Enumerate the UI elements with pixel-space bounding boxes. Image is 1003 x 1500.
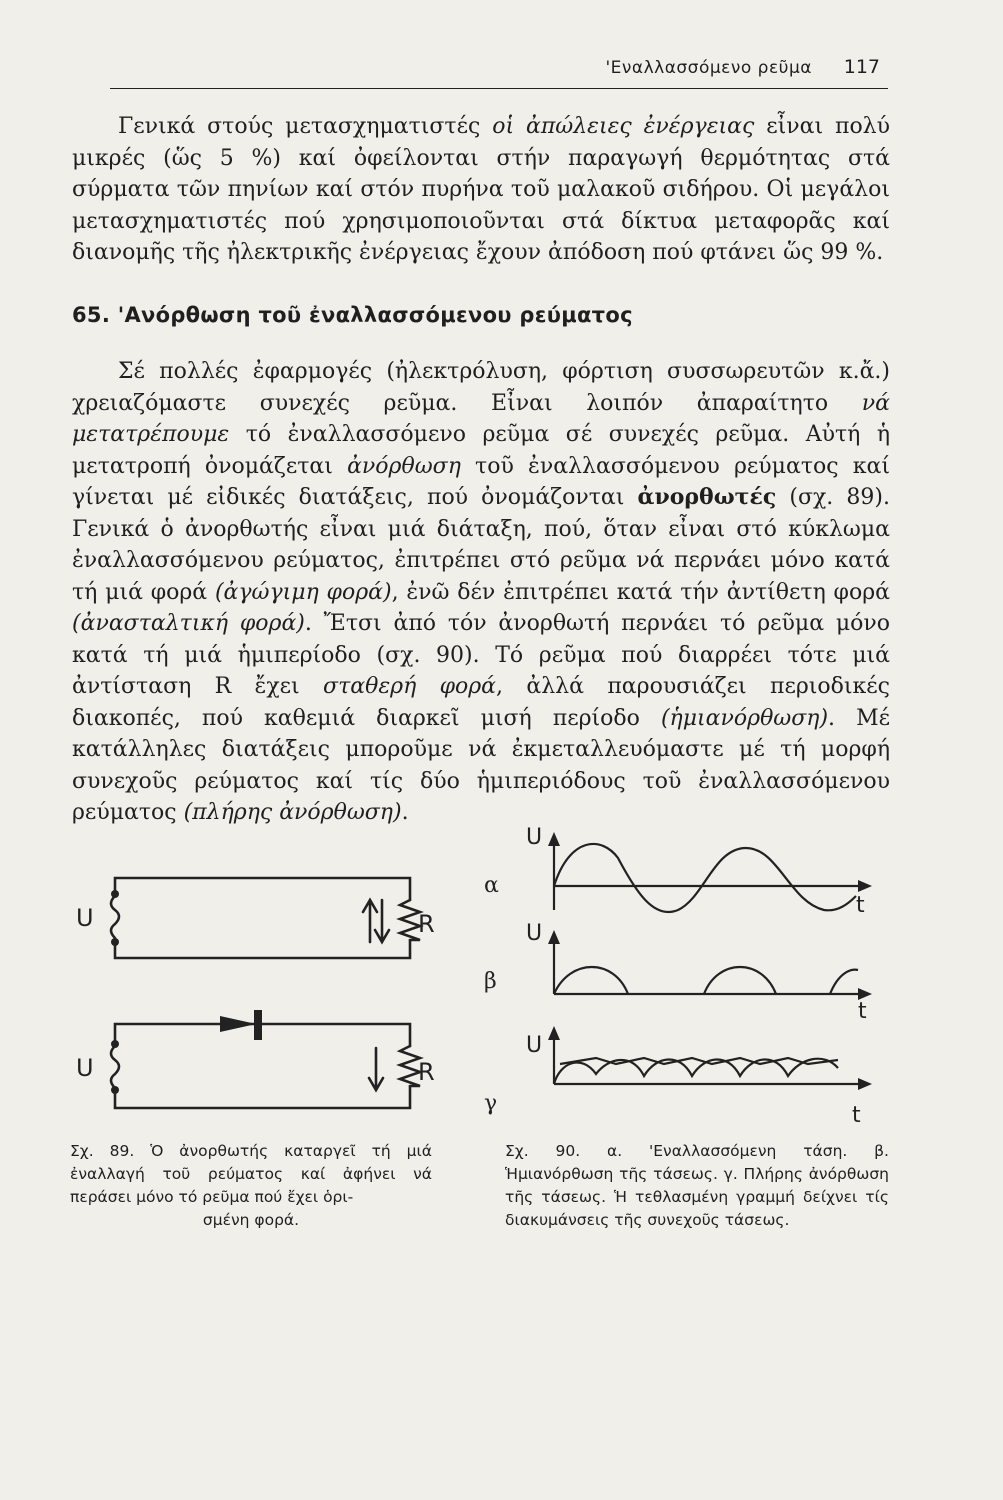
p2-s6-term: ἀνορθωτές xyxy=(637,484,777,510)
p2-s16: (πλήρης ἀνόρθωση) xyxy=(183,800,402,825)
p1-part-a: Γενικά στούς μετασχηματιστές xyxy=(118,114,493,139)
paragraph-1-text xyxy=(72,111,890,269)
fig89-top-arrow-down xyxy=(375,900,389,942)
fig90-wave-b xyxy=(554,967,858,994)
p2-s17: . xyxy=(401,800,409,825)
fig90-arrow-a-up xyxy=(548,832,560,846)
figure-89 xyxy=(70,860,480,1120)
fig89-top-wire xyxy=(115,878,410,958)
fig89-bottom-terminal-2 xyxy=(111,1086,119,1094)
fig89-top-terminal-2 xyxy=(111,938,119,946)
paragraph-efficiency xyxy=(72,111,890,269)
header-rule xyxy=(110,88,888,89)
p2-s13: , ἀλλά παρουσιάζει περιοδικές διακοπές, πού καθεμιά διαρκεῖ μισή περίοδο xyxy=(72,674,890,731)
figure-89-caption xyxy=(70,1140,432,1232)
figure-90 xyxy=(478,822,878,1132)
fig89-label-u-bottom: U xyxy=(76,1054,94,1082)
section-heading: 65. 'Ανόρθωση τοῦ ἐναλλασσόμενου ρεύματος xyxy=(72,303,633,327)
fig89-bottom-terminal-1 xyxy=(111,1040,119,1048)
running-head xyxy=(110,56,888,96)
fig89-top-source xyxy=(111,896,119,938)
fig89-diode xyxy=(220,1010,262,1040)
fig90-label-alpha: α xyxy=(484,873,499,898)
page-number: 117 xyxy=(843,56,880,78)
fig90-arrow-b-up xyxy=(548,930,560,944)
paragraph-rectification xyxy=(72,356,890,829)
p2-s2: νά μετατρέπουμε xyxy=(72,390,890,447)
p1-emphasis: οἱ ἀπώλειες ἐνέργειας xyxy=(492,114,755,139)
fig90-u-label-c: U xyxy=(526,1033,543,1058)
fig90-ripple-c xyxy=(560,1058,838,1064)
p2-s5: τοῦ ἐναλλασσόμενου ρεύματος καί γίνεται μέ εἰδικές διατάξεις, πού ὀνομάζονται xyxy=(72,453,890,510)
fig89-caption-last-line: σμένη φορά. xyxy=(202,1211,300,1229)
fig90-arrow-a-right xyxy=(858,880,872,892)
fig89-bottom-wire xyxy=(115,1024,410,1108)
p2-s15: . Μέ κατάλληλες διατάξεις μποροῦμε νά ἐκμεταλλευόμαστε μέ τή μορφή συνεχοῦς ρεύματος καί τίς δύο ἡμιπεριόδους τοῦ ἐναλλασσόμενου ρεύματος xyxy=(72,705,890,825)
p2-s11: . Ἔτσι ἀπό τόν ἀνορθωτή περνάει τό ρεῦμα μόνο κατά τή μιά ἡμιπερίοδο (σχ. 90). Τό ρεῦμα πού διαρρέει τότε μιά ἀντίσταση R ἔχει xyxy=(72,611,891,699)
fig89-caption-text: Σχ. 89. Ὁ ἀνορθωτής καταργεῖ τή μιά ἐναλλαγή τοῦ ρεύματος καί ἀφήνει νά περάσει μόνο τό ρεῦμα πού ἔχει ὁρι- xyxy=(70,1142,432,1206)
fig89-bottom-resistor xyxy=(400,1046,420,1086)
fig90-arrow-c-right xyxy=(858,1078,872,1090)
p2-s1: Σέ πολλές ἐφαρμογές (ἠλεκτρόλυση, φόρτιση συσσωρευτῶν κ.ἄ.) χρειαζόμαστε συνεχές ρεῦμα. Εἶναι λοιπόν ἀπαραίτητο xyxy=(72,359,890,416)
fig89-label-r-top: R xyxy=(418,910,435,938)
fig90-u-label-a: U xyxy=(526,825,543,850)
p2-s4: ἀνόρθωση xyxy=(347,453,461,479)
figure-90-caption: Σχ. 90. α. 'Εναλλασσόμενη τάση. β. Ἡμιανόρθωση τῆς τάσεως. γ. Πλήρης ἀνόρθωση τῆς τάσεως. Ἡ τεθλασμένη γραμμή δείχνει τίς διακυμάνσεις τῆς συνεχοῦς τάσεως. xyxy=(505,1142,889,1229)
fig89-bottom-source xyxy=(111,1046,119,1088)
fig89-top-resistor xyxy=(400,900,420,940)
paragraph-2-text xyxy=(72,356,890,829)
p2-s3: τό ἐναλλασσόμενο ρεῦμα σέ συνεχές ρεῦμα. Αὐτή ἡ μετατροπή ὀνομάζεται xyxy=(72,422,890,479)
p2-s14: (ἡμιανόρθωση) xyxy=(660,705,829,731)
fig89-bottom-arrow xyxy=(369,1048,383,1090)
p2-s7: (σχ. 89). Γενικά ὁ ἀνορθωτής εἶναι μιά διάταξη, πού, ὅταν εἶναι στό κύκλωμα ἐναλλασσόμενου ρεύματος, ἐπιτρέπει στό ρεῦμα νά περνάει μόνο κατά τή μιά φορά xyxy=(72,485,890,605)
p2-s8: (ἀγώγιμη φορά) xyxy=(214,579,392,605)
fig90-wave-c xyxy=(554,1059,838,1084)
fig90-t-label-c: t xyxy=(852,1103,861,1128)
fig90-wave-a xyxy=(554,844,856,912)
p2-s12: σταθερή φορά xyxy=(323,674,497,699)
fig90-t-label-b: t xyxy=(858,999,867,1024)
fig89-drawing xyxy=(70,860,480,1120)
fig90-drawing xyxy=(478,822,878,1132)
fig90-label-gamma: γ xyxy=(484,1091,498,1116)
fig89-top-arrow-up xyxy=(363,900,377,942)
fig90-label-beta: β xyxy=(484,969,497,994)
p2-s10: (ἀνασταλτική φορά) xyxy=(72,611,305,636)
fig89-label-r-bottom: R xyxy=(418,1058,435,1086)
fig90-t-label-a: t xyxy=(856,893,865,918)
fig90-u-label-b: U xyxy=(526,921,543,946)
p1-part-c: εἶναι πολύ μικρές (ὥς 5 %) καί ὀφείλονται στήν παραγωγή θερμότητας στά σύρματα τῶν πηνίων καί στόν πυρήνα τοῦ μαλακοῦ σιδήρου. Οἱ μεγάλοι μετασχηματιστές πού χρησιμοποιοῦνται στά δίκτυα μεταφορᾶς καί διανομῆς τῆς ἠλεκτρικῆς ἐνέργειας ἔχουν ἀπόδοση πού φτάνει ὥς 99 %. xyxy=(72,114,891,265)
fig90-arrow-c-up xyxy=(548,1026,560,1040)
fig89-top-terminal-1 xyxy=(111,890,119,898)
p2-s9: , ἐνῶ δέν ἐπιτρέπει κατά τήν ἀντίθετη φορά xyxy=(391,579,890,605)
fig89-label-u-top: U xyxy=(76,904,94,932)
running-head-title: 'Εναλλασσόμενο ρεῦμα xyxy=(605,58,812,78)
